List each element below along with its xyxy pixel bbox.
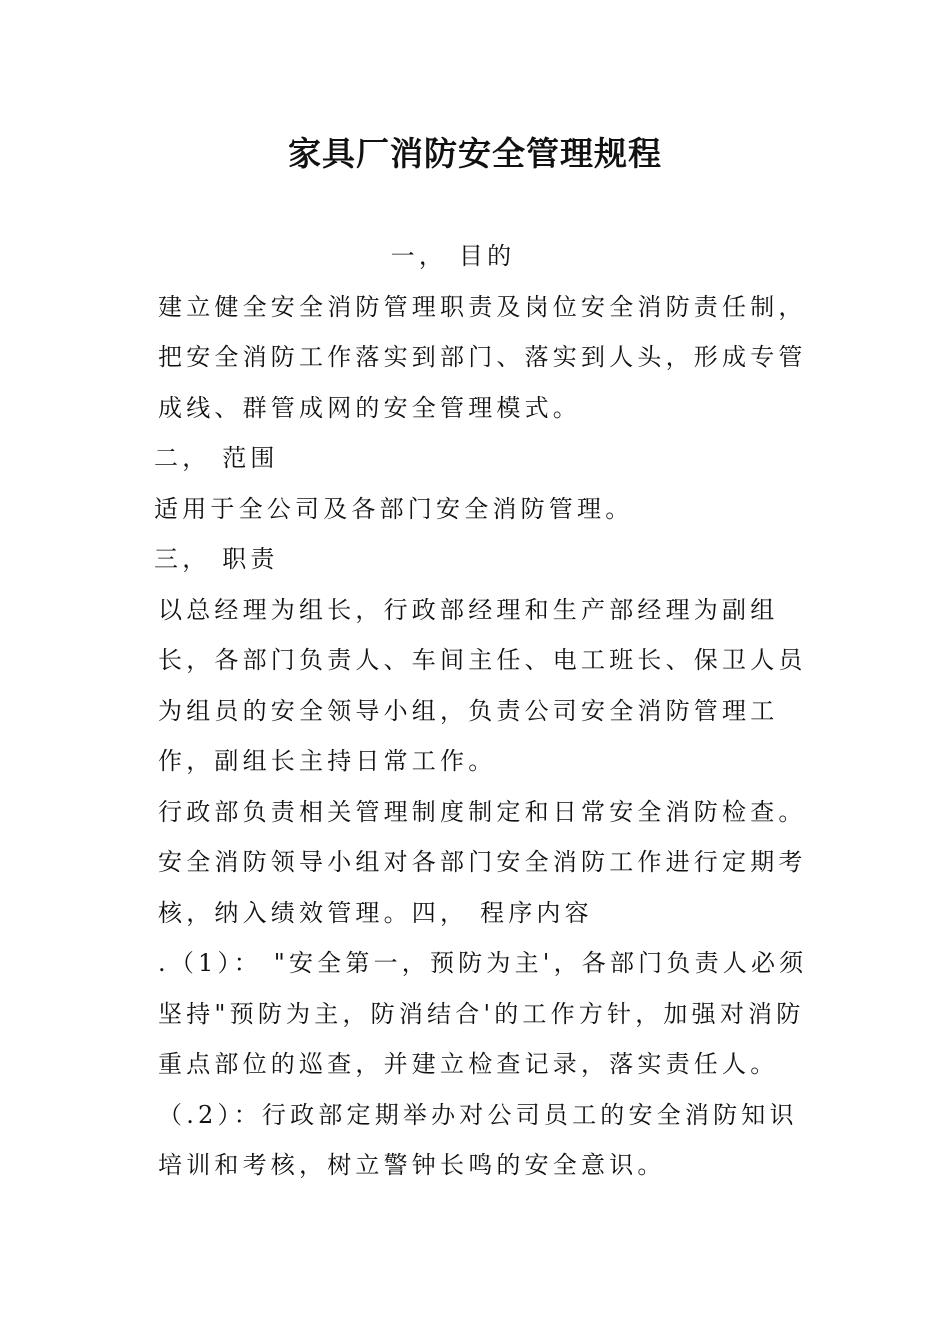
paragraph-purpose: 建立健全安全消防管理职责及岗位安全消防责任制，把安全消防工作落实到部门、落实到人头，形成专管成线、群管成网的安全管理模式。 (158, 292, 807, 422)
document-title: 家具厂消防安全管理规程 (288, 134, 662, 173)
section-heading-purpose: 一， 目的 (390, 242, 516, 270)
paragraph-procedure-1: .（1）： "安全第一，预防为主'，各部门负责人必须坚持"预防为主，防消结合'的工作方针，加强对消防重点部位的巡查，并建立检查记录，落实责任人。 (158, 949, 808, 1078)
paragraph-duties: 以总经理为组长，行政部经理和生产部经理为副组长，各部门负责人、车间主任、电工班长、保卫人员为组员的安全领导小组，负责公司安全消防管理工作，副组长主持日常工作。 (158, 595, 807, 775)
paragraph-assessment: 安全消防领导小组对各部门安全消防工作进行定期考核，纳入绩效管理。四， 程序内容 (158, 848, 807, 927)
paragraph-procedure-2: （.2）：行政部定期举办对公司员工的安全消防知识培训和考核，树立警钟长鸣的安全意识。 (158, 1100, 798, 1179)
paragraph-admin-dept: 行政部负责相关管理制度制定和日常安全消防检查。 (158, 797, 807, 826)
document-body (146, 231, 810, 1191)
paragraph-scope: 适用于全公司及各部门安全消防管理。 (154, 494, 634, 523)
section-heading-scope: 二， 范围 (154, 444, 279, 472)
section-heading-duties: 三， 职责 (154, 545, 279, 573)
